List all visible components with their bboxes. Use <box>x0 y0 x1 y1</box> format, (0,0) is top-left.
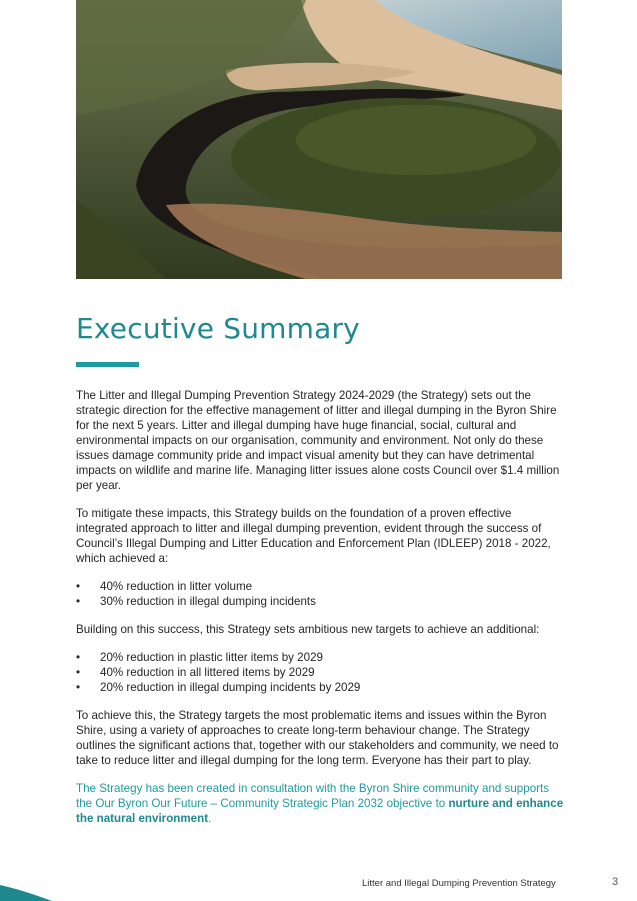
mitigate-paragraph: To mitigate these impacts, this Strategy builds on the foundation of a proven effective integrated approach to litter and illegal dumping prevention, evident through the success of Council’s Illegal Dumping and Litter Education and Enforcement Plan (IDLEEP) 2018 - 2022, which achieved a: <box>76 507 551 565</box>
intro-paragraph: The Litter and Illegal Dumping Prevention Strategy 2024-2029 (the Strategy) sets out the strategic direction for the effective management of litter and illegal dumping in the Byron Shire for the next 5 years. Litter and illegal dumping have huge financial, social, cultural and environmental impacts on our organisation, community and environment. Not only do these issues damage community pride and impact visual amenity but they can have detrimental impacts on wildlife and marine life. Managing litter issues alone costs Council over $1.4 million per year. <box>76 389 560 492</box>
corner-accent-shape <box>0 885 52 901</box>
closing-text: The Strategy has been created in consultation with the Byron Shire community and supports the Our Byron Our Future – Community Strategic Plan 2032 objective to <box>76 782 550 810</box>
list-item: • 40% reduction in litter volume <box>76 579 566 594</box>
list-item: • 20% reduction in plastic litter items by 2029 <box>76 650 566 665</box>
list-item: • 20% reduction in illegal dumping incidents by 2029 <box>76 680 566 695</box>
closing-emphasis: nurture and enhance the natural environment <box>76 797 564 825</box>
building-paragraph: Building on this success, this Strategy sets ambitious new targets to achieve an additional: <box>76 623 540 636</box>
body-content <box>76 388 566 839</box>
targets-list <box>76 650 566 695</box>
page-number: 3 <box>612 876 619 888</box>
footer-title: Litter and Illegal Dumping Prevention Strategy <box>362 878 556 889</box>
achieve-paragraph: To achieve this, the Strategy targets the most problematic items and issues within the Byron Shire, using a variety of approaches to create long-term behaviour change. The Strategy outlines the significant actions that, together with our stakeholders and community, we need to take to reduce litter and illegal dumping for the long term. Everyone has their part to play. <box>76 709 559 767</box>
page-title: Executive Summary <box>76 312 360 345</box>
heading-underline <box>76 362 139 367</box>
closing-end: . <box>208 812 212 825</box>
achieved-list <box>76 579 566 609</box>
hero-photo <box>76 0 562 279</box>
list-item: • 30% reduction in illegal dumping incidents <box>76 594 566 609</box>
closing-paragraph <box>76 781 566 826</box>
list-item: • 40% reduction in all littered items by 2029 <box>76 665 566 680</box>
